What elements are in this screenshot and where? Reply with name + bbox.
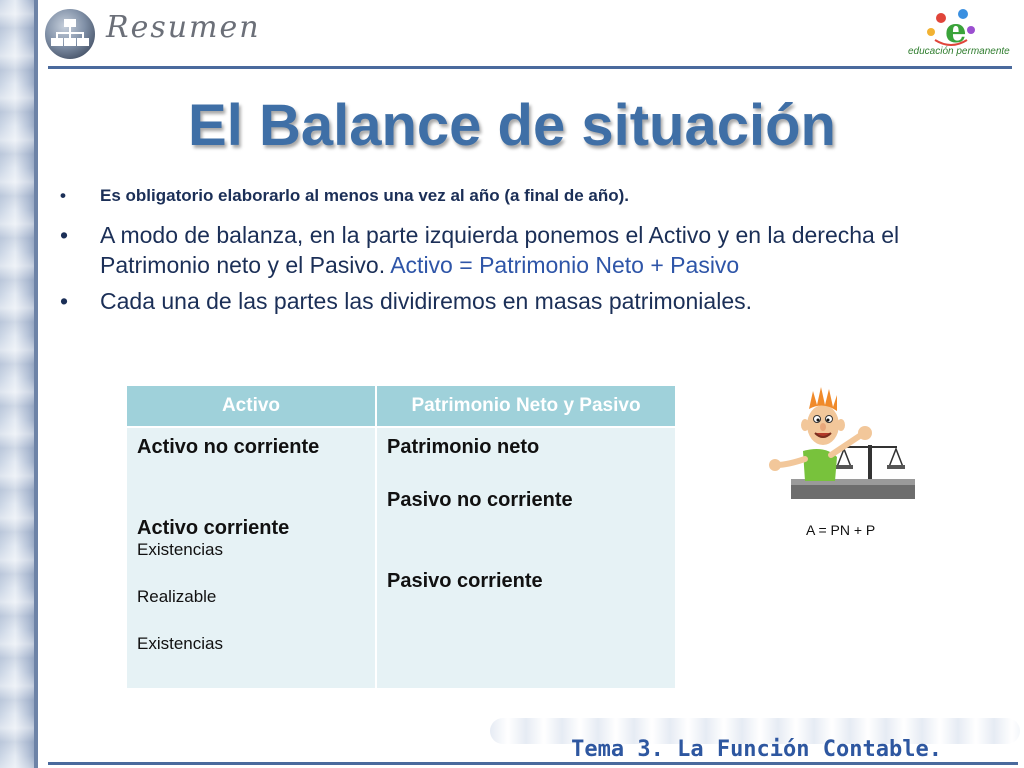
pasivo-corriente: Pasivo corriente (387, 570, 543, 592)
footer-topic: Tema 3. La Función Contable. (571, 737, 942, 762)
footer-divider (48, 762, 1018, 765)
org-chart-icon (40, 6, 100, 64)
bullet-marker: • (60, 288, 69, 314)
bullet-text: A modo de balanza, en la parte izquierda ponemos el Activo y en la derecha el Patrimonio neto y el Pasivo. (100, 222, 900, 278)
activo-corriente: Activo corriente (137, 517, 290, 539)
svg-text:e: e (945, 11, 967, 51)
section-label: Resumen (106, 10, 261, 45)
cartoon-scale-character-icon (765, 385, 920, 515)
header-activo: Activo (126, 385, 376, 427)
activo-cell (126, 427, 376, 689)
balance-formula: A = PN + P (806, 522, 876, 538)
header-patrimonio-pasivo: Patrimonio Neto y Pasivo (376, 385, 676, 427)
header-divider (48, 66, 1012, 69)
slide-title: El Balance de situación (188, 93, 836, 158)
bullet-item (60, 220, 960, 280)
bullet-marker: • (60, 222, 69, 248)
activo-no-corriente: Activo no corriente (137, 436, 320, 458)
table-header-row (126, 385, 676, 427)
bullet-marker: • (60, 186, 66, 205)
activo-item: Realizable (137, 587, 217, 606)
activo-item: Existencias (137, 540, 223, 559)
balance-equation-text: Activo = Patrimonio Neto + Pasivo (390, 252, 740, 278)
bullet-text: Es obligatorio elaborarlo al menos una vez al año (a final de año). (100, 186, 630, 205)
activo-item: Existencias (137, 634, 223, 653)
bullet-item (60, 286, 960, 316)
balance-table (125, 384, 677, 690)
bullet-item (60, 186, 960, 206)
partner-logo-text: educación permanente (908, 46, 1010, 57)
table-row (126, 427, 676, 689)
patrimonio-pasivo-cell (376, 427, 676, 689)
bullet-text: Cada una de las partes las dividiremos en masas patrimoniales. (100, 288, 752, 314)
patrimonio-neto: Patrimonio neto (387, 436, 540, 458)
bullet-list (60, 186, 960, 316)
pasivo-no-corriente: Pasivo no corriente (387, 489, 573, 511)
